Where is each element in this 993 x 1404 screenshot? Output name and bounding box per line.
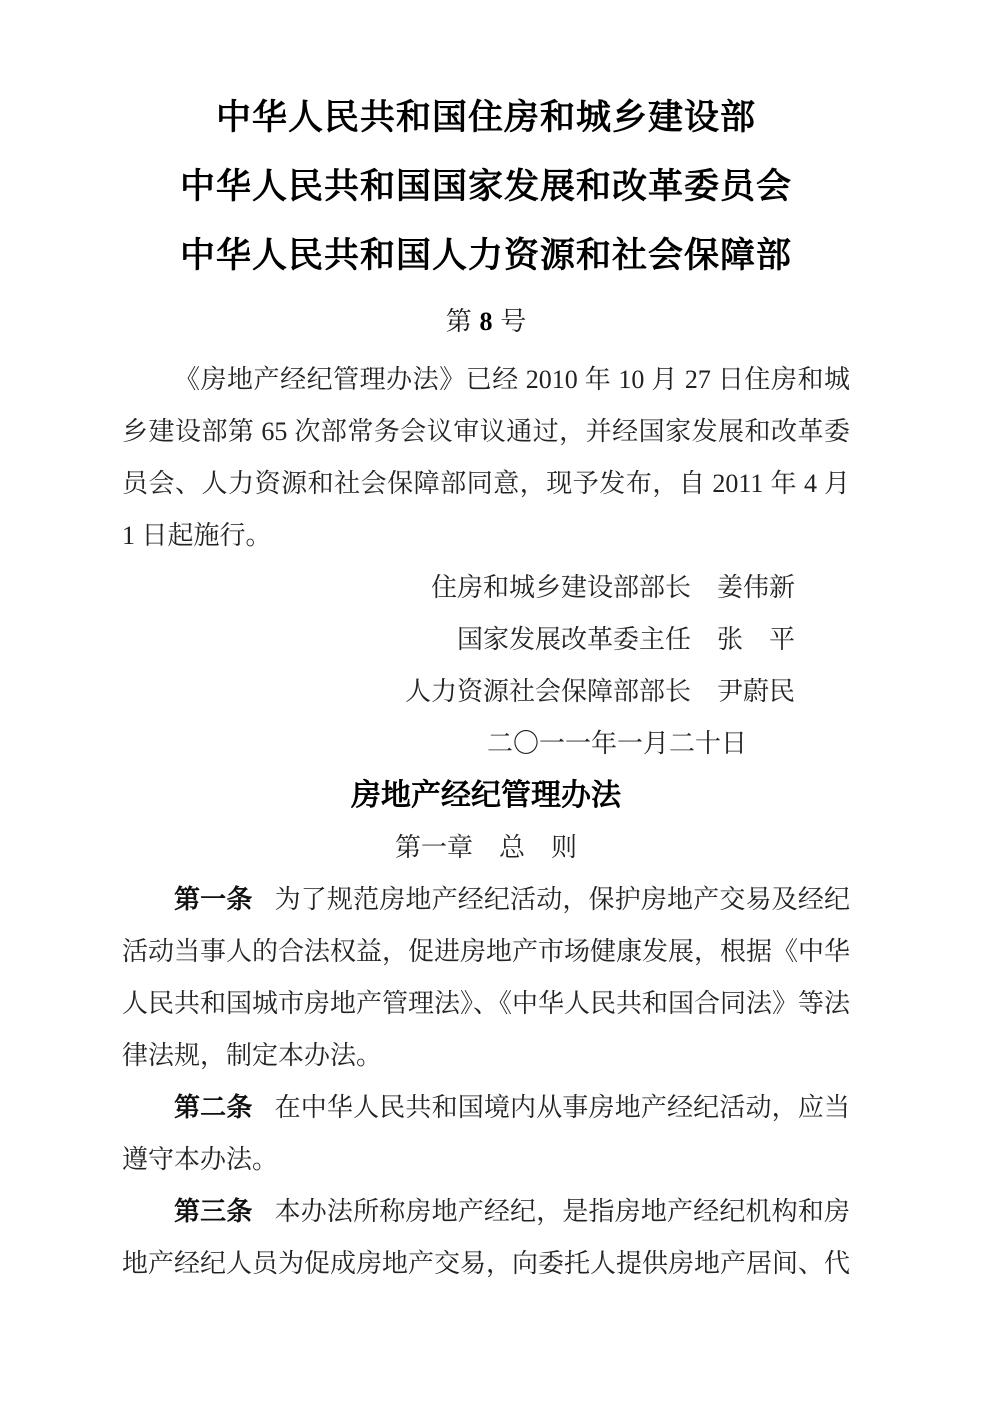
decree-number bbox=[122, 290, 850, 354]
ministry-title-ndrc: 中华人民共和国国家发展和改革委员会 bbox=[179, 167, 792, 206]
article-1-label: 第一条 bbox=[174, 885, 253, 914]
decree-number-suffix: 号 bbox=[500, 307, 527, 336]
article-2-label: 第二条 bbox=[174, 1093, 253, 1122]
signature-line-mohrss: 人力资源社会保障部部长 尹蔚民 bbox=[404, 677, 795, 706]
article-1-text: 为了规范房地产经纪活动，保护房地产交易及经纪活动当事人的合法权益，促进房地产市场健康发展，根据《中华人民共和国城市房地产管理法》、《中华人民共和国合同法》等法律法规，制定本办法。 bbox=[122, 885, 851, 1070]
signature-date: 二〇一一年一月二十日 bbox=[486, 729, 747, 758]
article-3-label: 第三条 bbox=[174, 1197, 253, 1226]
article-1 bbox=[122, 874, 850, 1082]
article-3-text: 本办法所称房地产经纪，是指房地产经纪机构和房地产经纪人员为促成房地产交易，向委托人提供房地产居间、代 bbox=[122, 1197, 851, 1278]
article-2 bbox=[122, 1082, 850, 1186]
decree-number-prefix: 第 bbox=[445, 307, 472, 336]
announcement-paragraph: 《房地产经纪管理办法》已经 2010 年 10 月 27 日住房和城乡建设部第 65 次部常务会议审议通过，并经国家发展和改革委员会、人力资源和社会保障部同意，现予发布，自 2011 年 4 月 1 日起施行。 bbox=[122, 365, 850, 550]
regulation-title: 房地产经纪管理办法 bbox=[351, 779, 621, 812]
document-header bbox=[122, 83, 850, 354]
ministry-title-mohurd: 中华人民共和国住房和城乡建设部 bbox=[215, 98, 756, 137]
decree-number-value: 8 bbox=[479, 307, 493, 336]
chapter-heading: 第一章 总 则 bbox=[394, 833, 577, 862]
signature-line-ndrc: 国家发展改革委主任 张 平 bbox=[456, 625, 795, 654]
article-2-text: 在中华人民共和国境内从事房地产经纪活动，应当遵守本办法。 bbox=[122, 1093, 850, 1174]
signature-line-mohurd: 住房和城乡建设部部长 姜伟新 bbox=[430, 573, 795, 602]
article-3 bbox=[122, 1186, 850, 1290]
ministry-title-mohrss: 中华人民共和国人力资源和社会保障部 bbox=[179, 236, 792, 275]
signature-block bbox=[122, 562, 850, 770]
